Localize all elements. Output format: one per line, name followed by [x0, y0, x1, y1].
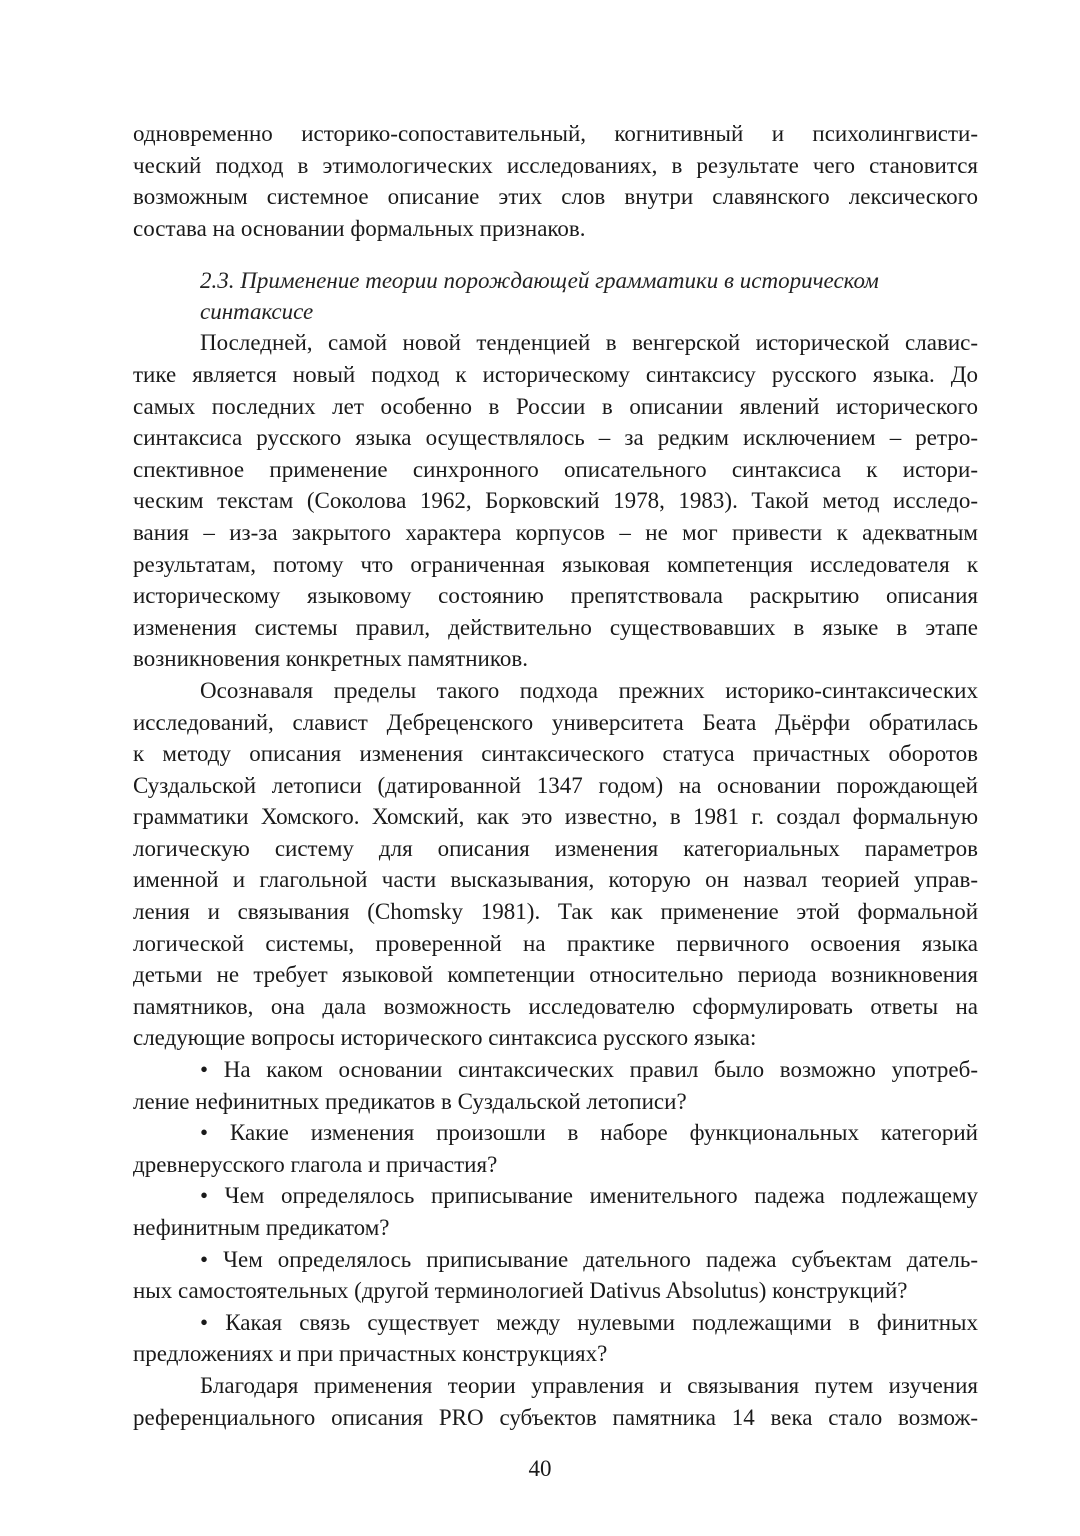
- text-line: детьми не требует языковой компетенции относительно периода возникновения: [133, 962, 978, 988]
- paragraph-continued: [133, 118, 978, 244]
- text-line: • Чем определялось приписывание именительного падежа подлежащему: [200, 1183, 978, 1209]
- text-line: именной и глагольной части высказывания, которую он назвал теорией управ-: [133, 867, 978, 893]
- bullet-item: [133, 1054, 978, 1117]
- text-line: Благодаря применения теории управления и связывания путем изучения: [200, 1372, 978, 1398]
- text-line: нефинитным предикатом?: [133, 1215, 390, 1240]
- bullet-list: [133, 1054, 978, 1370]
- text-line: возможным системное описание этих слов внутри славянского лексического: [133, 184, 978, 210]
- text-line: грамматики Хомского. Хомский, как это известно, в 1981 г. создал формальную: [133, 804, 978, 830]
- text-line: логической системы, проверенной на практике первичного освоения языка: [133, 930, 978, 956]
- paragraph-1: [133, 327, 978, 675]
- bullet-item: [133, 1244, 978, 1307]
- text-line: историческому языковому состоянию препятствовала раскрытию описания: [133, 583, 978, 609]
- text-line: референциального описания PRO субъектов памятника 14 века стало возмож-: [133, 1404, 978, 1430]
- text-line: Суздальской летописи (датированной 1347 годом) на основании порождающей: [133, 772, 978, 798]
- text-line: спективное применение синхронного описательного синтаксиса к истори-: [133, 456, 978, 482]
- text-line: возникновения конкретных памятников.: [133, 646, 528, 672]
- text-line: Последней, самой новой тенденцией в венгерской исторической славис-: [200, 330, 978, 356]
- text-line: результатам, потому что ограниченная языковая компетенция исследователя к: [133, 551, 978, 577]
- section-title-continued: синтаксисе: [200, 299, 314, 325]
- text-line: • На каком основании синтаксических правил было возможно употреб-: [200, 1057, 978, 1083]
- text-line: самых последних лет особенно в России в описании явлений исторического: [133, 393, 978, 419]
- text-line: исследований, славист Дебреценского университета Беата Дьёрфи обратилась: [133, 709, 978, 735]
- text-line: ческим текстам (Соколова 1962, Борковский 1978, 1983). Такой метод исследо-: [133, 488, 978, 514]
- section-title: 2.3. Применение теории порождающей грамматики в историческом: [200, 268, 879, 294]
- text-line: вания – из-за закрытого характера корпусов – не мог привести к адекватным: [133, 519, 978, 545]
- text-line: • Какие изменения произошли в наборе функциональных категорий: [200, 1120, 978, 1146]
- bullet-item: [133, 1307, 978, 1370]
- page-body: [133, 118, 978, 1433]
- text-line: памятников, она дала возможность исследователю сформулировать ответы на: [133, 993, 978, 1019]
- text-line: ческий подход в этимологических исследованиях, в результате чего становится: [133, 152, 978, 178]
- bullet-item: [133, 1180, 978, 1243]
- section-heading: [133, 265, 978, 327]
- text-line: ления и связывания (Chomsky 1981). Так как применение этой формальной: [133, 899, 978, 925]
- text-line: одновременно историко-сопоставительный, когнитивный и психолингвисти-: [133, 121, 978, 146]
- text-line: к методу описания изменения синтаксического статуса причастных оборотов: [133, 741, 978, 767]
- bullet-item: [133, 1117, 978, 1180]
- text-line: логическую систему для описания изменения категориальных параметров: [133, 835, 978, 861]
- text-line: Осознавaля пределы такого подхода прежних историко-синтаксических: [200, 677, 978, 703]
- text-line: изменения системы правил, действительно существовавших в языке в этапе: [133, 614, 978, 640]
- text-line: ление нефинитных предикатов в Суздальской летописи?: [133, 1088, 687, 1114]
- text-line: предложениях и при причастных конструкциях?: [133, 1341, 608, 1367]
- text-line: • Чем определялось приписывание дательного падежа субъектам датель-: [200, 1246, 978, 1272]
- paragraph-3: [133, 1370, 978, 1433]
- text-line: ных самостоятельных (другой терминологией Dativus Absolutus) конструкций?: [133, 1278, 908, 1304]
- text-line: • Какая связь существует между нулевыми подлежащими в финитных: [200, 1309, 978, 1335]
- text-line: древнерусского глагола и причастия?: [133, 1151, 498, 1177]
- text-line: состава на основании формальных признаков.: [133, 215, 586, 241]
- page-number: 40: [528, 1456, 552, 1481]
- text-line: следующие вопросы исторического синтаксиса русского языка:: [133, 1025, 757, 1051]
- text-line: тике является новый подход к историческому синтаксису русского языка. До: [133, 361, 978, 387]
- paragraph-2: [133, 675, 978, 1054]
- text-line: синтаксиса русского языка осуществлялось – за редким исключением – ретро-: [133, 425, 978, 451]
